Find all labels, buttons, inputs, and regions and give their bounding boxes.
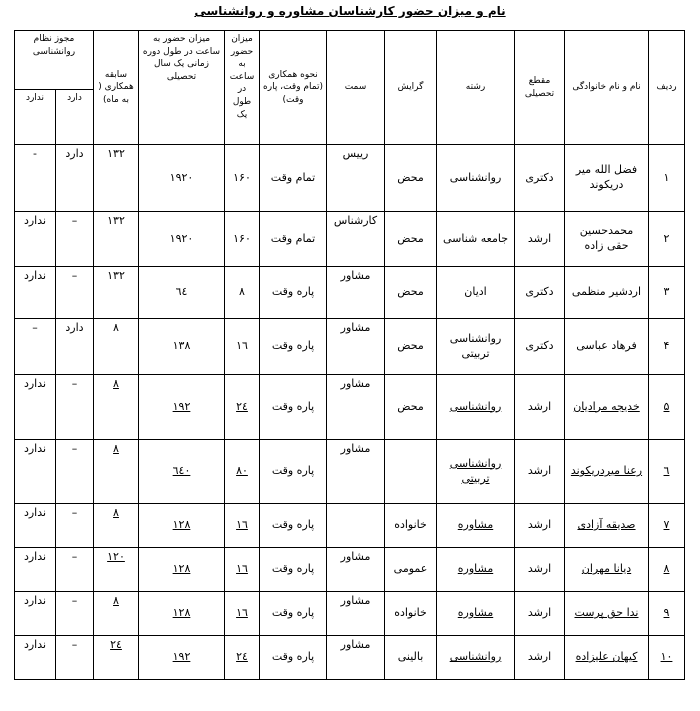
- staff-hours: ۱٦: [225, 548, 260, 592]
- staff-degree: ارشد: [515, 504, 565, 548]
- staff-orientation: بالینی: [385, 636, 437, 680]
- staff-name: فرهاد عباسی: [565, 319, 649, 375]
- staff-yearly-hours: ٦٤: [139, 267, 225, 319]
- staff-experience: ۸: [94, 319, 139, 375]
- header-license-hasnot: ندارد: [15, 90, 56, 145]
- staff-field: روانشناسی تربیتی: [437, 319, 515, 375]
- license-has: –: [56, 636, 94, 680]
- staff-degree: ارشد: [515, 212, 565, 267]
- staff-hours: ۸۰: [225, 440, 260, 504]
- staff-cooperation: پاره وقت: [260, 319, 327, 375]
- license-has: –: [56, 504, 94, 548]
- header-experience: سابقه همکاری ( به ماه): [94, 31, 139, 145]
- staff-degree: دکتری: [515, 319, 565, 375]
- header-cooperation: [260, 31, 327, 145]
- staff-orientation: محض: [385, 267, 437, 319]
- staff-degree: ارشد: [515, 636, 565, 680]
- staff-name: اردشیر منظمی: [565, 267, 649, 319]
- staff-name: ندا حق پرست: [565, 592, 649, 636]
- header-yearly: میزان حضور به ساعت در طول دوره زمانی یک سال تحصیلی: [139, 31, 225, 145]
- staff-orientation: محض: [385, 145, 437, 212]
- license-hasnot: ندارد: [15, 212, 56, 267]
- staff-experience: ۱۲۰: [94, 548, 139, 592]
- staff-yearly-hours: ۱۹۲: [139, 375, 225, 440]
- license-has: –: [56, 440, 94, 504]
- staff-yearly-hours: ۱۹۲۰: [139, 145, 225, 212]
- header-license: مجوز نظام روانشناسی: [15, 31, 94, 90]
- staff-orientation: [385, 440, 437, 504]
- staff-experience: ۸: [94, 375, 139, 440]
- header-row: [15, 31, 685, 90]
- license-hasnot: -: [15, 145, 56, 212]
- staff-field: مشاوره: [437, 504, 515, 548]
- staff-cooperation: پاره وقت: [260, 504, 327, 548]
- staff-degree: دکتری: [515, 145, 565, 212]
- staff-field: ادیان: [437, 267, 515, 319]
- cooperation-note: (تمام وقت، پاره وقت): [263, 82, 323, 105]
- header-hours: میزان حضور به ساعت در طول یک: [225, 31, 260, 145]
- staff-yearly-hours: ۱۳۸: [139, 319, 225, 375]
- license-has: دارد: [56, 145, 94, 212]
- table-body: [15, 145, 685, 680]
- header-field: رشته: [437, 31, 515, 145]
- license-hasnot: ندارد: [15, 440, 56, 504]
- staff-hours: ۸: [225, 267, 260, 319]
- staff-hours: ۱٦: [225, 504, 260, 548]
- table-row: [15, 440, 685, 504]
- staff-yearly-hours: ۱۹۲: [139, 636, 225, 680]
- license-hasnot: –: [15, 319, 56, 375]
- header-name: نام و نام خانوادگی: [565, 31, 649, 145]
- staff-position: مشاور: [327, 592, 385, 636]
- row-number: ۳: [649, 267, 685, 319]
- header-position: سمت: [327, 31, 385, 145]
- staff-table: [14, 30, 685, 680]
- staff-field: جامعه شناسی: [437, 212, 515, 267]
- table-row: [15, 145, 685, 212]
- staff-name: محمدحسین حقی زاده: [565, 212, 649, 267]
- staff-position: مشاور: [327, 548, 385, 592]
- license-has: –: [56, 375, 94, 440]
- table-row: [15, 504, 685, 548]
- staff-hours: ۱٦: [225, 592, 260, 636]
- license-has: دارد: [56, 319, 94, 375]
- staff-position: مشاور: [327, 440, 385, 504]
- license-hasnot: ندارد: [15, 592, 56, 636]
- staff-name: دیانا مهران: [565, 548, 649, 592]
- row-number: ۵: [649, 375, 685, 440]
- staff-position: کارشناس: [327, 212, 385, 267]
- license-has: –: [56, 592, 94, 636]
- staff-position: مشاور: [327, 267, 385, 319]
- title-text: نام و میزان حضور کارشناسان مشاوره و روانشناسی: [194, 4, 506, 18]
- header-license-has: دارد: [56, 90, 94, 145]
- staff-yearly-hours: ۱۹۲۰: [139, 212, 225, 267]
- staff-cooperation: پاره وقت: [260, 440, 327, 504]
- staff-field: روانشناسی تربیتی: [437, 440, 515, 504]
- row-number: ۴: [649, 319, 685, 375]
- staff-orientation: خانواده: [385, 592, 437, 636]
- staff-name: رعنا میردریکوند: [565, 440, 649, 504]
- license-hasnot: ندارد: [15, 267, 56, 319]
- row-number: ۸: [649, 548, 685, 592]
- row-number: ۹: [649, 592, 685, 636]
- license-hasnot: ندارد: [15, 375, 56, 440]
- staff-name: فضل الله میر دریکوند: [565, 145, 649, 212]
- staff-position: رییس: [327, 145, 385, 212]
- staff-experience: ۸: [94, 440, 139, 504]
- staff-orientation: محض: [385, 212, 437, 267]
- staff-experience: ۲٤: [94, 636, 139, 680]
- staff-position: مشاور: [327, 319, 385, 375]
- staff-hours: ۱۶۰: [225, 145, 260, 212]
- staff-degree: ارشد: [515, 375, 565, 440]
- staff-experience: ۱۳۲: [94, 267, 139, 319]
- table-row: [15, 267, 685, 319]
- staff-orientation: عمومی: [385, 548, 437, 592]
- staff-yearly-hours: ٦٤۰: [139, 440, 225, 504]
- license-hasnot: ندارد: [15, 548, 56, 592]
- staff-cooperation: پاره وقت: [260, 592, 327, 636]
- staff-experience: ۸: [94, 504, 139, 548]
- table-row: [15, 375, 685, 440]
- staff-cooperation: پاره وقت: [260, 375, 327, 440]
- staff-cooperation: پاره وقت: [260, 636, 327, 680]
- staff-experience: ۱۳۲: [94, 212, 139, 267]
- staff-field: مشاوره: [437, 592, 515, 636]
- staff-name: خدیجه مرادیان: [565, 375, 649, 440]
- staff-degree: ارشد: [515, 548, 565, 592]
- table-row: [15, 548, 685, 592]
- staff-degree: دکتری: [515, 267, 565, 319]
- row-number: ۷: [649, 504, 685, 548]
- header-row-num: ردیف: [649, 31, 685, 145]
- header-orientation: گرایش: [385, 31, 437, 145]
- header-degree: مقطع تحصیلی: [515, 31, 565, 145]
- table-row: [15, 212, 685, 267]
- license-has: –: [56, 267, 94, 319]
- staff-hours: ۲٤: [225, 636, 260, 680]
- staff-orientation: خانواده: [385, 504, 437, 548]
- staff-field: روانشناسی: [437, 636, 515, 680]
- staff-name: کیهان علیزاده: [565, 636, 649, 680]
- row-number: ۱۰: [649, 636, 685, 680]
- staff-degree: ارشد: [515, 592, 565, 636]
- staff-yearly-hours: ۱۲۸: [139, 592, 225, 636]
- row-number: ۱: [649, 145, 685, 212]
- staff-hours: ۱٦: [225, 319, 260, 375]
- staff-cooperation: تمام وقت: [260, 145, 327, 212]
- staff-position: مشاور: [327, 636, 385, 680]
- staff-cooperation: تمام وقت: [260, 212, 327, 267]
- staff-field: مشاوره: [437, 548, 515, 592]
- staff-hours: ۲٤: [225, 375, 260, 440]
- staff-degree: ارشد: [515, 440, 565, 504]
- license-has: –: [56, 548, 94, 592]
- row-number: ۲: [649, 212, 685, 267]
- staff-experience: ۱۳۲: [94, 145, 139, 212]
- staff-yearly-hours: ۱۲۸: [139, 548, 225, 592]
- staff-experience: ۸: [94, 592, 139, 636]
- staff-orientation: محض: [385, 319, 437, 375]
- staff-position: مشاور: [327, 375, 385, 440]
- document-title: [0, 4, 700, 18]
- staff-hours: ۱۶۰: [225, 212, 260, 267]
- staff-cooperation: پاره وقت: [260, 267, 327, 319]
- license-has: –: [56, 212, 94, 267]
- table-row: [15, 592, 685, 636]
- row-number: ٦: [649, 440, 685, 504]
- table-row: [15, 636, 685, 680]
- staff-position: [327, 504, 385, 548]
- staff-name: صدیقه آزادی: [565, 504, 649, 548]
- license-hasnot: ندارد: [15, 504, 56, 548]
- staff-yearly-hours: ۱۲۸: [139, 504, 225, 548]
- license-hasnot: ندارد: [15, 636, 56, 680]
- cooperation-label: نحوه همکاری: [268, 69, 318, 80]
- staff-orientation: محض: [385, 375, 437, 440]
- staff-field: روانشناسی: [437, 375, 515, 440]
- table-row: [15, 319, 685, 375]
- staff-field: روانشناسی: [437, 145, 515, 212]
- staff-cooperation: پاره وقت: [260, 548, 327, 592]
